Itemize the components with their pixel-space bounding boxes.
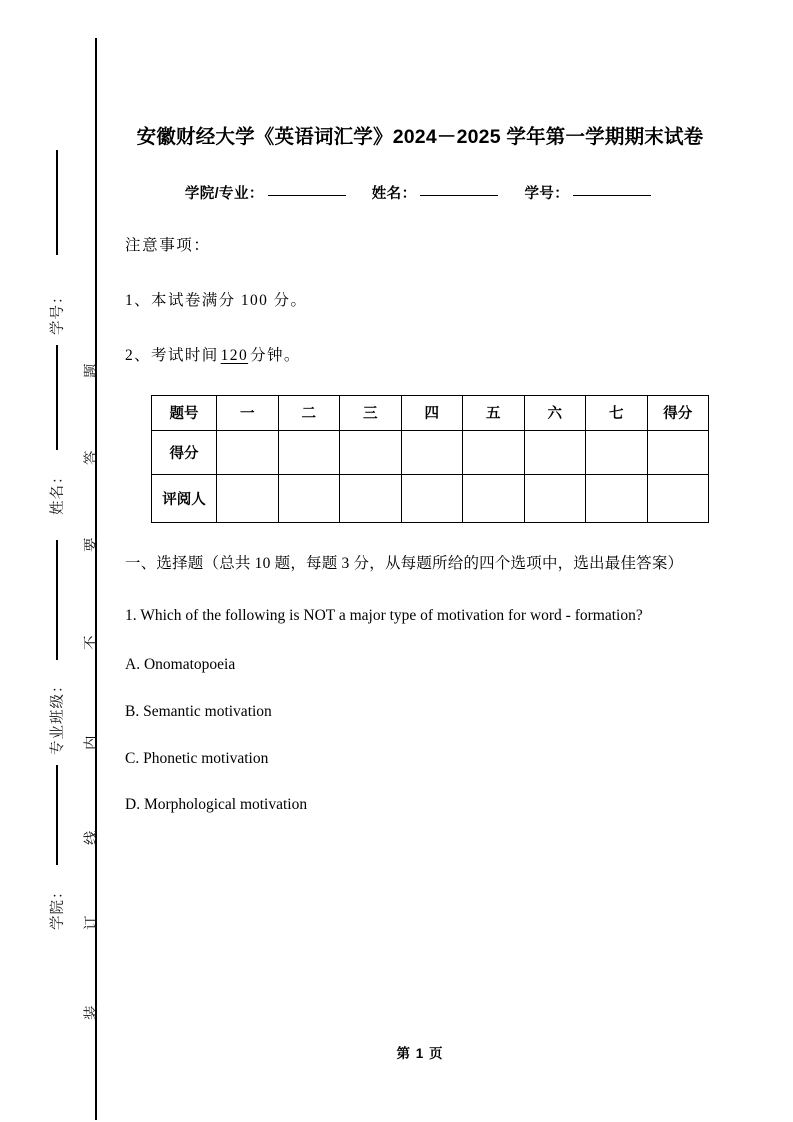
margin-label-class: 专业班级： xyxy=(50,677,66,755)
question-1-option-b[interactable]: B. Semantic motivation xyxy=(125,702,272,720)
table-header-cell-0: 题号 xyxy=(152,395,217,430)
label-department: 学院/专业： xyxy=(184,185,264,202)
score-cell-5[interactable] xyxy=(463,430,525,474)
page-title: 安徽财经大学《英语词汇学》2024－2025 学年第一学期期末试卷 xyxy=(136,126,704,148)
score-table-container xyxy=(125,395,715,523)
table-row-label-marker: 评阅人 xyxy=(152,474,217,522)
exam-paper-body xyxy=(125,0,715,818)
margin-rule-segment-2 xyxy=(56,345,58,450)
score-table xyxy=(151,395,709,523)
question-1-option-a[interactable]: A. Onomatopoeia xyxy=(125,656,236,674)
table-header-cell-5: 五 xyxy=(463,395,525,430)
score-cell-6[interactable] xyxy=(524,430,586,474)
margin-char-4: 内 xyxy=(84,735,100,750)
label-student-id: 学号： xyxy=(524,185,570,202)
table-header-cell-3: 三 xyxy=(340,395,402,430)
page-footer: 第 1 页 xyxy=(396,1046,444,1061)
margin-char-7: 装 xyxy=(84,1005,100,1020)
marker-cell-5[interactable] xyxy=(463,474,525,522)
table-row-label-score: 得分 xyxy=(152,430,217,474)
blank-name[interactable] xyxy=(420,195,498,196)
notice-item-2-suffix: 分钟。 xyxy=(250,346,301,364)
margin-label-student-id: 学号： xyxy=(50,288,66,335)
notice-heading: 注意事项： xyxy=(125,236,211,254)
notice-item-2 xyxy=(125,343,715,365)
table-header-cell-7: 七 xyxy=(586,395,648,430)
margin-char-2: 要 xyxy=(84,537,100,552)
margin-char-0: 题 xyxy=(84,363,100,378)
score-cell-1[interactable] xyxy=(217,430,279,474)
notice-item-1: 1、本试卷满分 100 分。 xyxy=(125,291,308,309)
margin-char-6: 订 xyxy=(84,915,100,930)
marker-cell-total[interactable] xyxy=(647,474,709,522)
question-1-option-d[interactable]: D. Morphological motivation xyxy=(125,796,308,814)
margin-rule-segment-3 xyxy=(56,540,58,660)
score-cell-7[interactable] xyxy=(586,430,648,474)
table-row-header xyxy=(152,395,709,430)
label-name: 姓名： xyxy=(371,185,417,202)
marker-cell-2[interactable] xyxy=(278,474,340,522)
score-cell-3[interactable] xyxy=(340,430,402,474)
margin-rule-segment-1 xyxy=(56,150,58,255)
table-header-cell-2: 二 xyxy=(278,395,340,430)
margin-char-3: 不 xyxy=(84,635,100,650)
section-heading: 一、选择题（总共 10 题，每题 3 分，从每题所给的四个选项中，选出最佳答案） xyxy=(125,554,684,572)
exam-duration-value: 120 xyxy=(220,346,249,364)
table-header-cell-1: 一 xyxy=(217,395,279,430)
marker-cell-7[interactable] xyxy=(586,474,648,522)
student-info-line xyxy=(125,182,715,203)
margin-main-rule xyxy=(95,38,97,1120)
table-header-cell-6: 六 xyxy=(524,395,586,430)
marker-cell-1[interactable] xyxy=(217,474,279,522)
question-1-text: 1. Which of the following is NOT a major type of motivation for word - formation? xyxy=(125,606,643,624)
marker-cell-4[interactable] xyxy=(401,474,463,522)
table-row xyxy=(152,430,709,474)
marker-cell-6[interactable] xyxy=(524,474,586,522)
margin-char-5: 线 xyxy=(84,830,100,845)
margin-char-1: 答 xyxy=(84,450,100,465)
score-cell-total[interactable] xyxy=(647,430,709,474)
score-cell-2[interactable] xyxy=(278,430,340,474)
score-cell-4[interactable] xyxy=(401,430,463,474)
marker-cell-3[interactable] xyxy=(340,474,402,522)
question-1-option-c[interactable]: C. Phonetic motivation xyxy=(125,749,269,767)
binding-margin xyxy=(0,0,120,1122)
table-header-cell-8: 得分 xyxy=(647,395,709,430)
notice-item-2-prefix: 2、考试时间 xyxy=(125,346,219,364)
margin-rule-segment-4 xyxy=(56,765,58,865)
margin-label-name: 姓名： xyxy=(50,468,66,515)
table-header-cell-4: 四 xyxy=(401,395,463,430)
blank-department[interactable] xyxy=(268,195,346,196)
blank-student-id[interactable] xyxy=(573,195,651,196)
margin-label-department: 学院： xyxy=(50,883,66,930)
table-row xyxy=(152,474,709,522)
